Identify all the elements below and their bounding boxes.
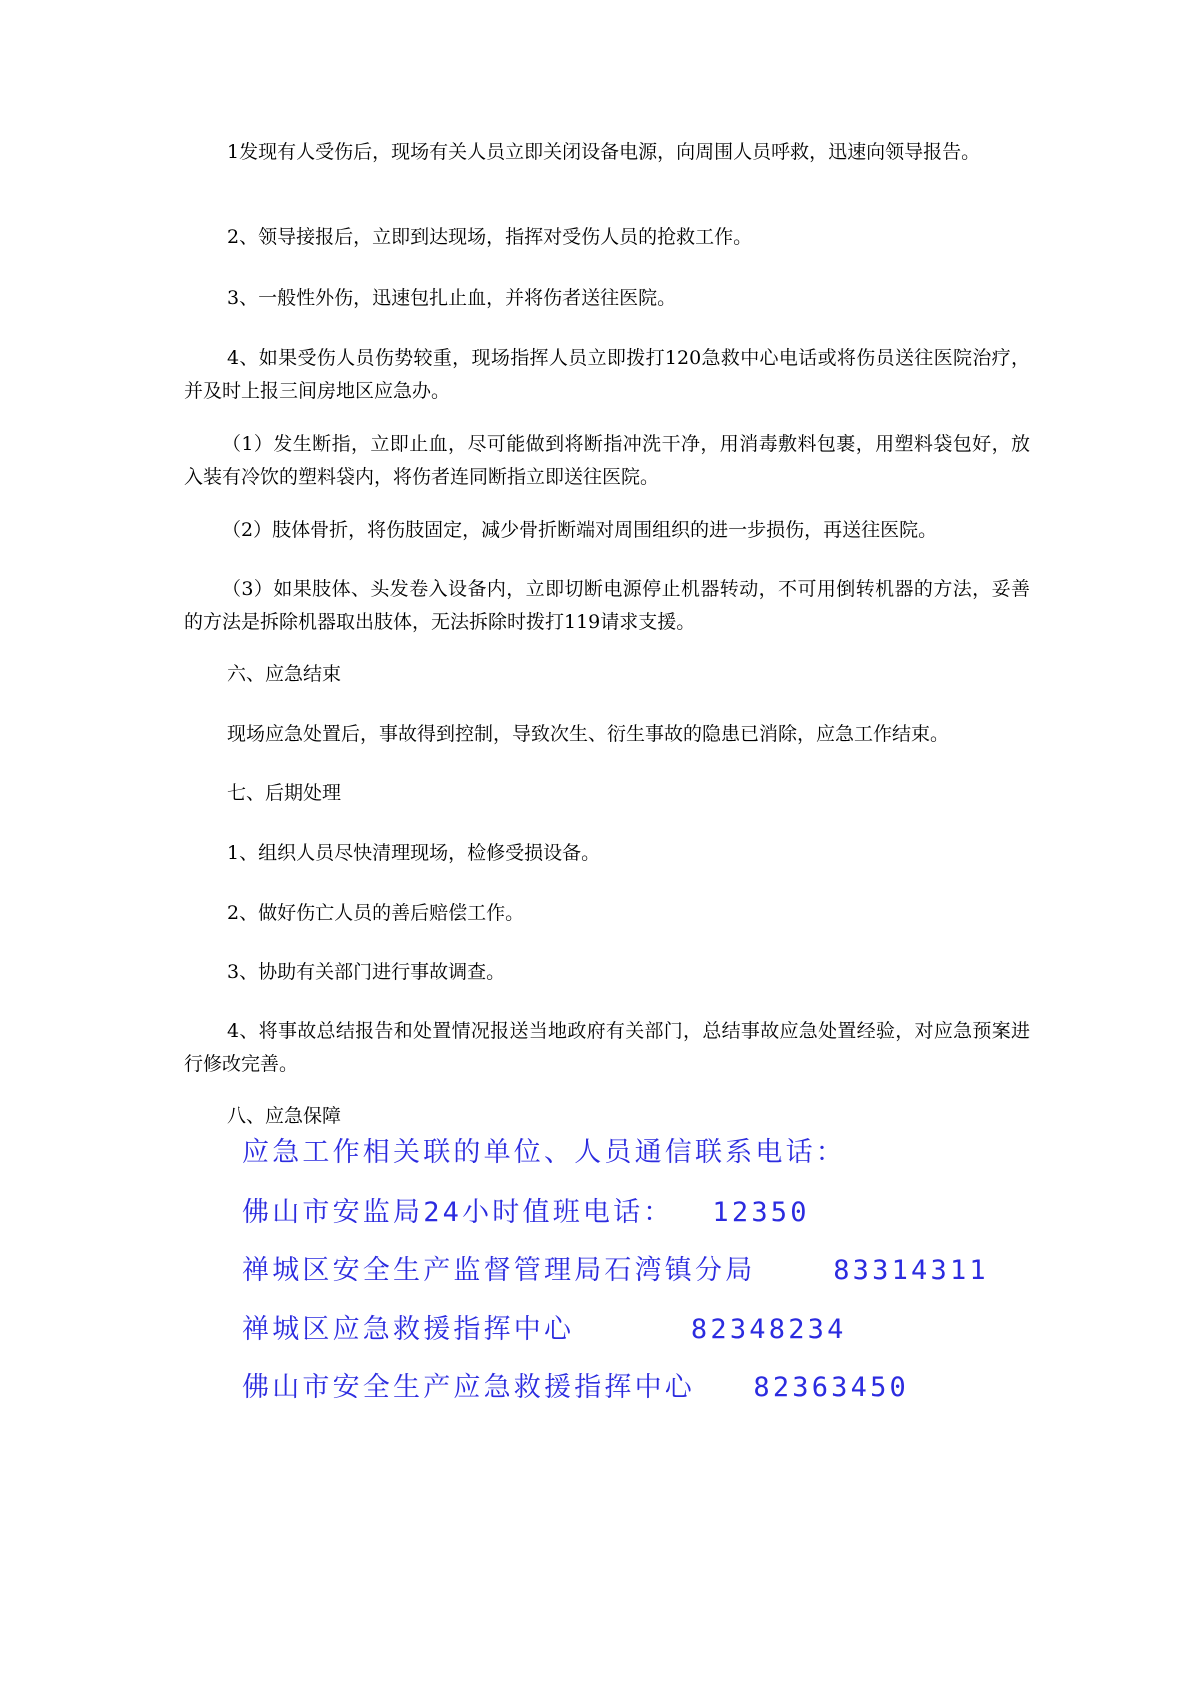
paragraph-entanglement: （3）如果肢体、头发卷入设备内，立即切断电源停止机器转动，不可用倒转机器的方法，妥善的方法是拆除机器取出肢体，无法拆除时拨打119请求支援。	[184, 578, 1030, 633]
paragraph-serious-injury: 4、如果受伤人员伤势较重，现场指挥人员立即拨打120急救中心电话或将伤员送往医院治疗，并及时上报三间房地区应急办。	[184, 347, 1030, 402]
paragraph-finger-severed: （1）发生断指，立即止血，尽可能做到将断指冲洗干净，用消毒敷料包裹，用塑料袋包好，放入装有冷饮的塑料袋内，将伤者连同断指立即送往医院。	[184, 433, 1030, 488]
paragraph-summary-report: 4、将事故总结报告和处置情况报送当地政府有关部门，总结事故应急处置经验，对应急预案进行修改完善。	[184, 1020, 1030, 1075]
heading-emergency-support: 八、应急保障	[227, 1105, 342, 1127]
heading-emergency-end: 六、应急结束	[227, 663, 342, 685]
paragraph-compensation: 2、做好伤亡人员的善后赔偿工作。	[227, 902, 525, 924]
paragraph-injury-discovery: 1发现有人受伤后，现场有关人员立即关闭设备电源，向周围人员呼救，迅速向领导报告。	[227, 141, 981, 163]
contact-foshan-rescue-center: 佛山市安全生产应急救援指挥中心 82363450	[242, 1372, 910, 1403]
contact-chancheng-rescue-center: 禅城区应急救援指挥中心 82348234	[242, 1314, 847, 1345]
paragraph-minor-injury: 3、一般性外伤，迅速包扎止血，并将伤者送往医院。	[227, 287, 677, 309]
paragraph-emergency-end: 现场应急处置后，事故得到控制，导致次生、衍生事故的隐患已消除，应急工作结束。	[227, 723, 950, 745]
paragraph-investigation: 3、协助有关部门进行事故调查。	[227, 961, 506, 983]
paragraph-leader-response: 2、领导接报后，立即到达现场，指挥对受伤人员的抢救工作。	[227, 226, 753, 248]
heading-post-processing: 七、后期处理	[227, 782, 342, 804]
contact-chancheng-shiwan-branch: 禅城区安全生产监督管理局石湾镇分局 83314311	[242, 1255, 989, 1286]
paragraph-fracture: （2）肢体骨折，将伤肢固定，减少骨折断端对周围组织的进一步损伤，再送往医院。	[222, 519, 938, 541]
contact-foshan-safety-bureau: 佛山市安监局24小时值班电话： 12350	[242, 1197, 810, 1228]
paragraph-cleanup: 1、组织人员尽快清理现场，检修受损设备。	[227, 842, 601, 864]
contacts-intro: 应急工作相关联的单位、人员通信联系电话：	[242, 1137, 846, 1168]
